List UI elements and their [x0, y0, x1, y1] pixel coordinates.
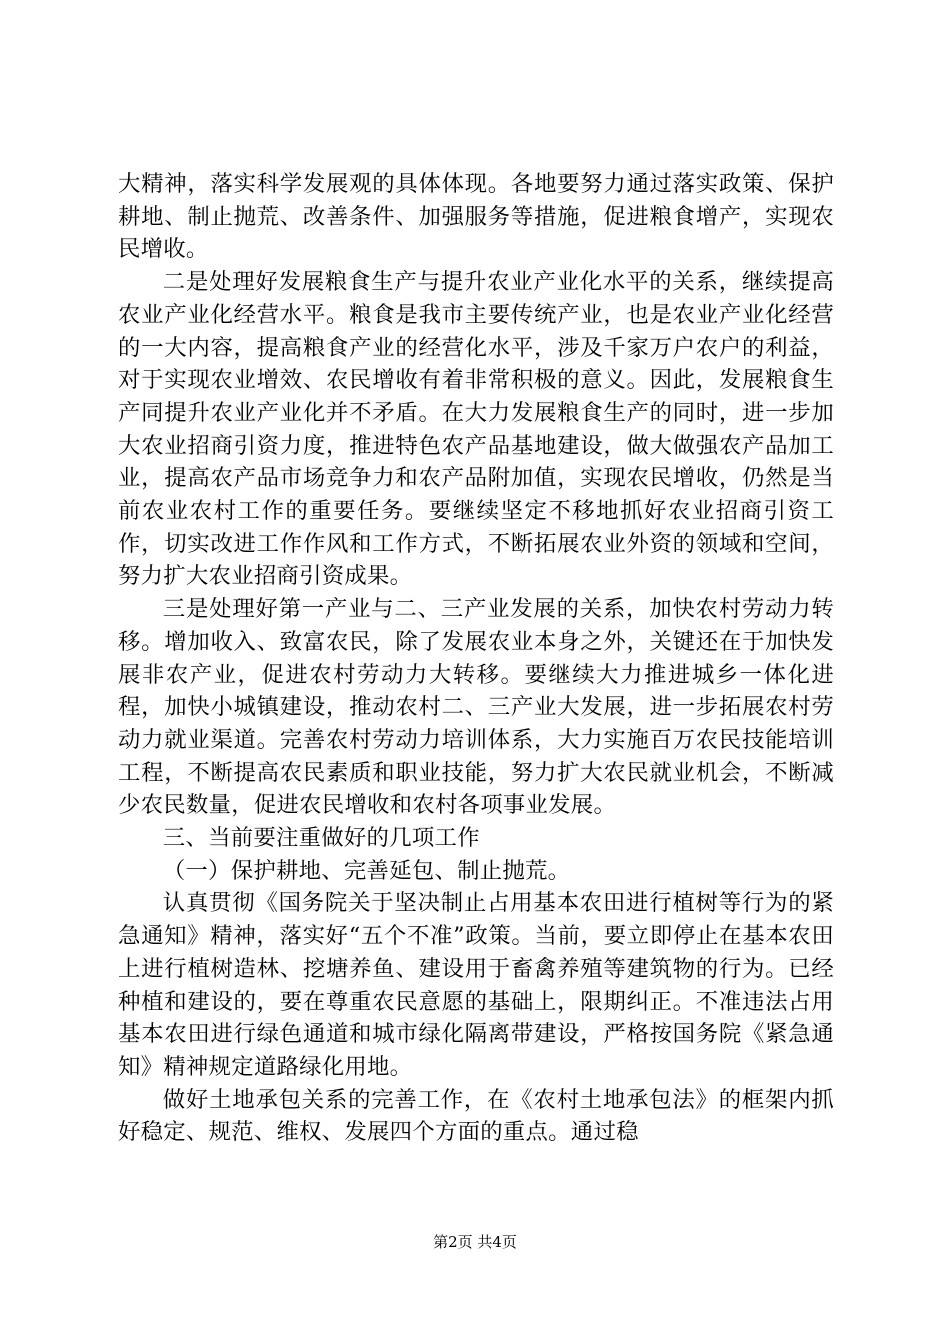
- paragraph-1: 大精神，落实科学发展观的具体体现。各地要努力通过落实政策、保护耕地、制止抛荒、改善条件、加强服务等措施，促进粮食增产，实现农民增收。: [118, 171, 834, 263]
- paragraph-2: 二是处理好发展粮食生产与提升农业产业化水平的关系，继续提高农业产业化经营水平。粮食是我市主要传统产业，也是农业产业化经营的一大内容，提高粮食产业的经营化水平，涉及千家万户农户的利益，对于实现农业增效、农民增收有着非常积极的意义。因此，发展粮食生产同提升农业产业化并不矛盾。在大力发展粮食生产的同时，进一步加大农业招商引资力度，推进特色农产品基地建设，做大做强农产品加工业，提高农产品市场竞争力和农产品附加值，实现农民增收，仍然是当前农业农村工作的重要任务。要继续坚定不移地抓好农业招商引资工作，切实改进工作作风和工作方式，不断拓展农业外资的领域和空间，努力扩大农业招商引资成果。: [118, 269, 834, 590]
- subsection-heading: （一）保护耕地、完善延包、制止抛荒。: [162, 857, 571, 884]
- paragraph-4: 认真贯彻《国务院关于坚决制止占用基本农田进行植树等行为的紧急通知》精神，落实好“五个不准”政策。当前，要立即停止在基本农田上进行植树造林、挖塘养鱼、建设用于畜禽养殖等建筑物的行为。已经种植和建设的，要在尊重农民意愿的基础上，限期纠正。不准违法占用基本农田进行绿色通道和城市绿化隔离带建设，严格按国务院《紧急通知》精神规定道路绿化用地。: [118, 890, 834, 1080]
- page-number: 第2页 共4页: [433, 1233, 517, 1251]
- document-body: [118, 168, 834, 1149]
- paragraph-3: 三是处理好第一产业与二、三产业发展的关系，加快农村劳动力转移。增加收入、致富农民，除了发展农业本身之外，关键还在于加快发展非农产业，促进农村劳动力大转移。要继续大力推进城乡一体化进程，加快小城镇建设，推动农村二、三产业大发展，进一步拓展农村劳动力就业渠道。完善农村劳动力培训体系，大力实施百万农民技能培训工程，不断提高农民素质和职业技能，努力扩大农民就业机会，不断减少农民数量，促进农民增收和农村各项事业发展。: [118, 596, 834, 819]
- paragraph-5: 做好土地承包关系的完善工作，在《农村土地承包法》的框架内抓好稳定、规范、维权、发展四个方面的重点。通过稳: [118, 1086, 834, 1146]
- section-heading: 三、当前要注重做好的几项工作: [162, 825, 480, 852]
- page-footer: [0, 1232, 950, 1252]
